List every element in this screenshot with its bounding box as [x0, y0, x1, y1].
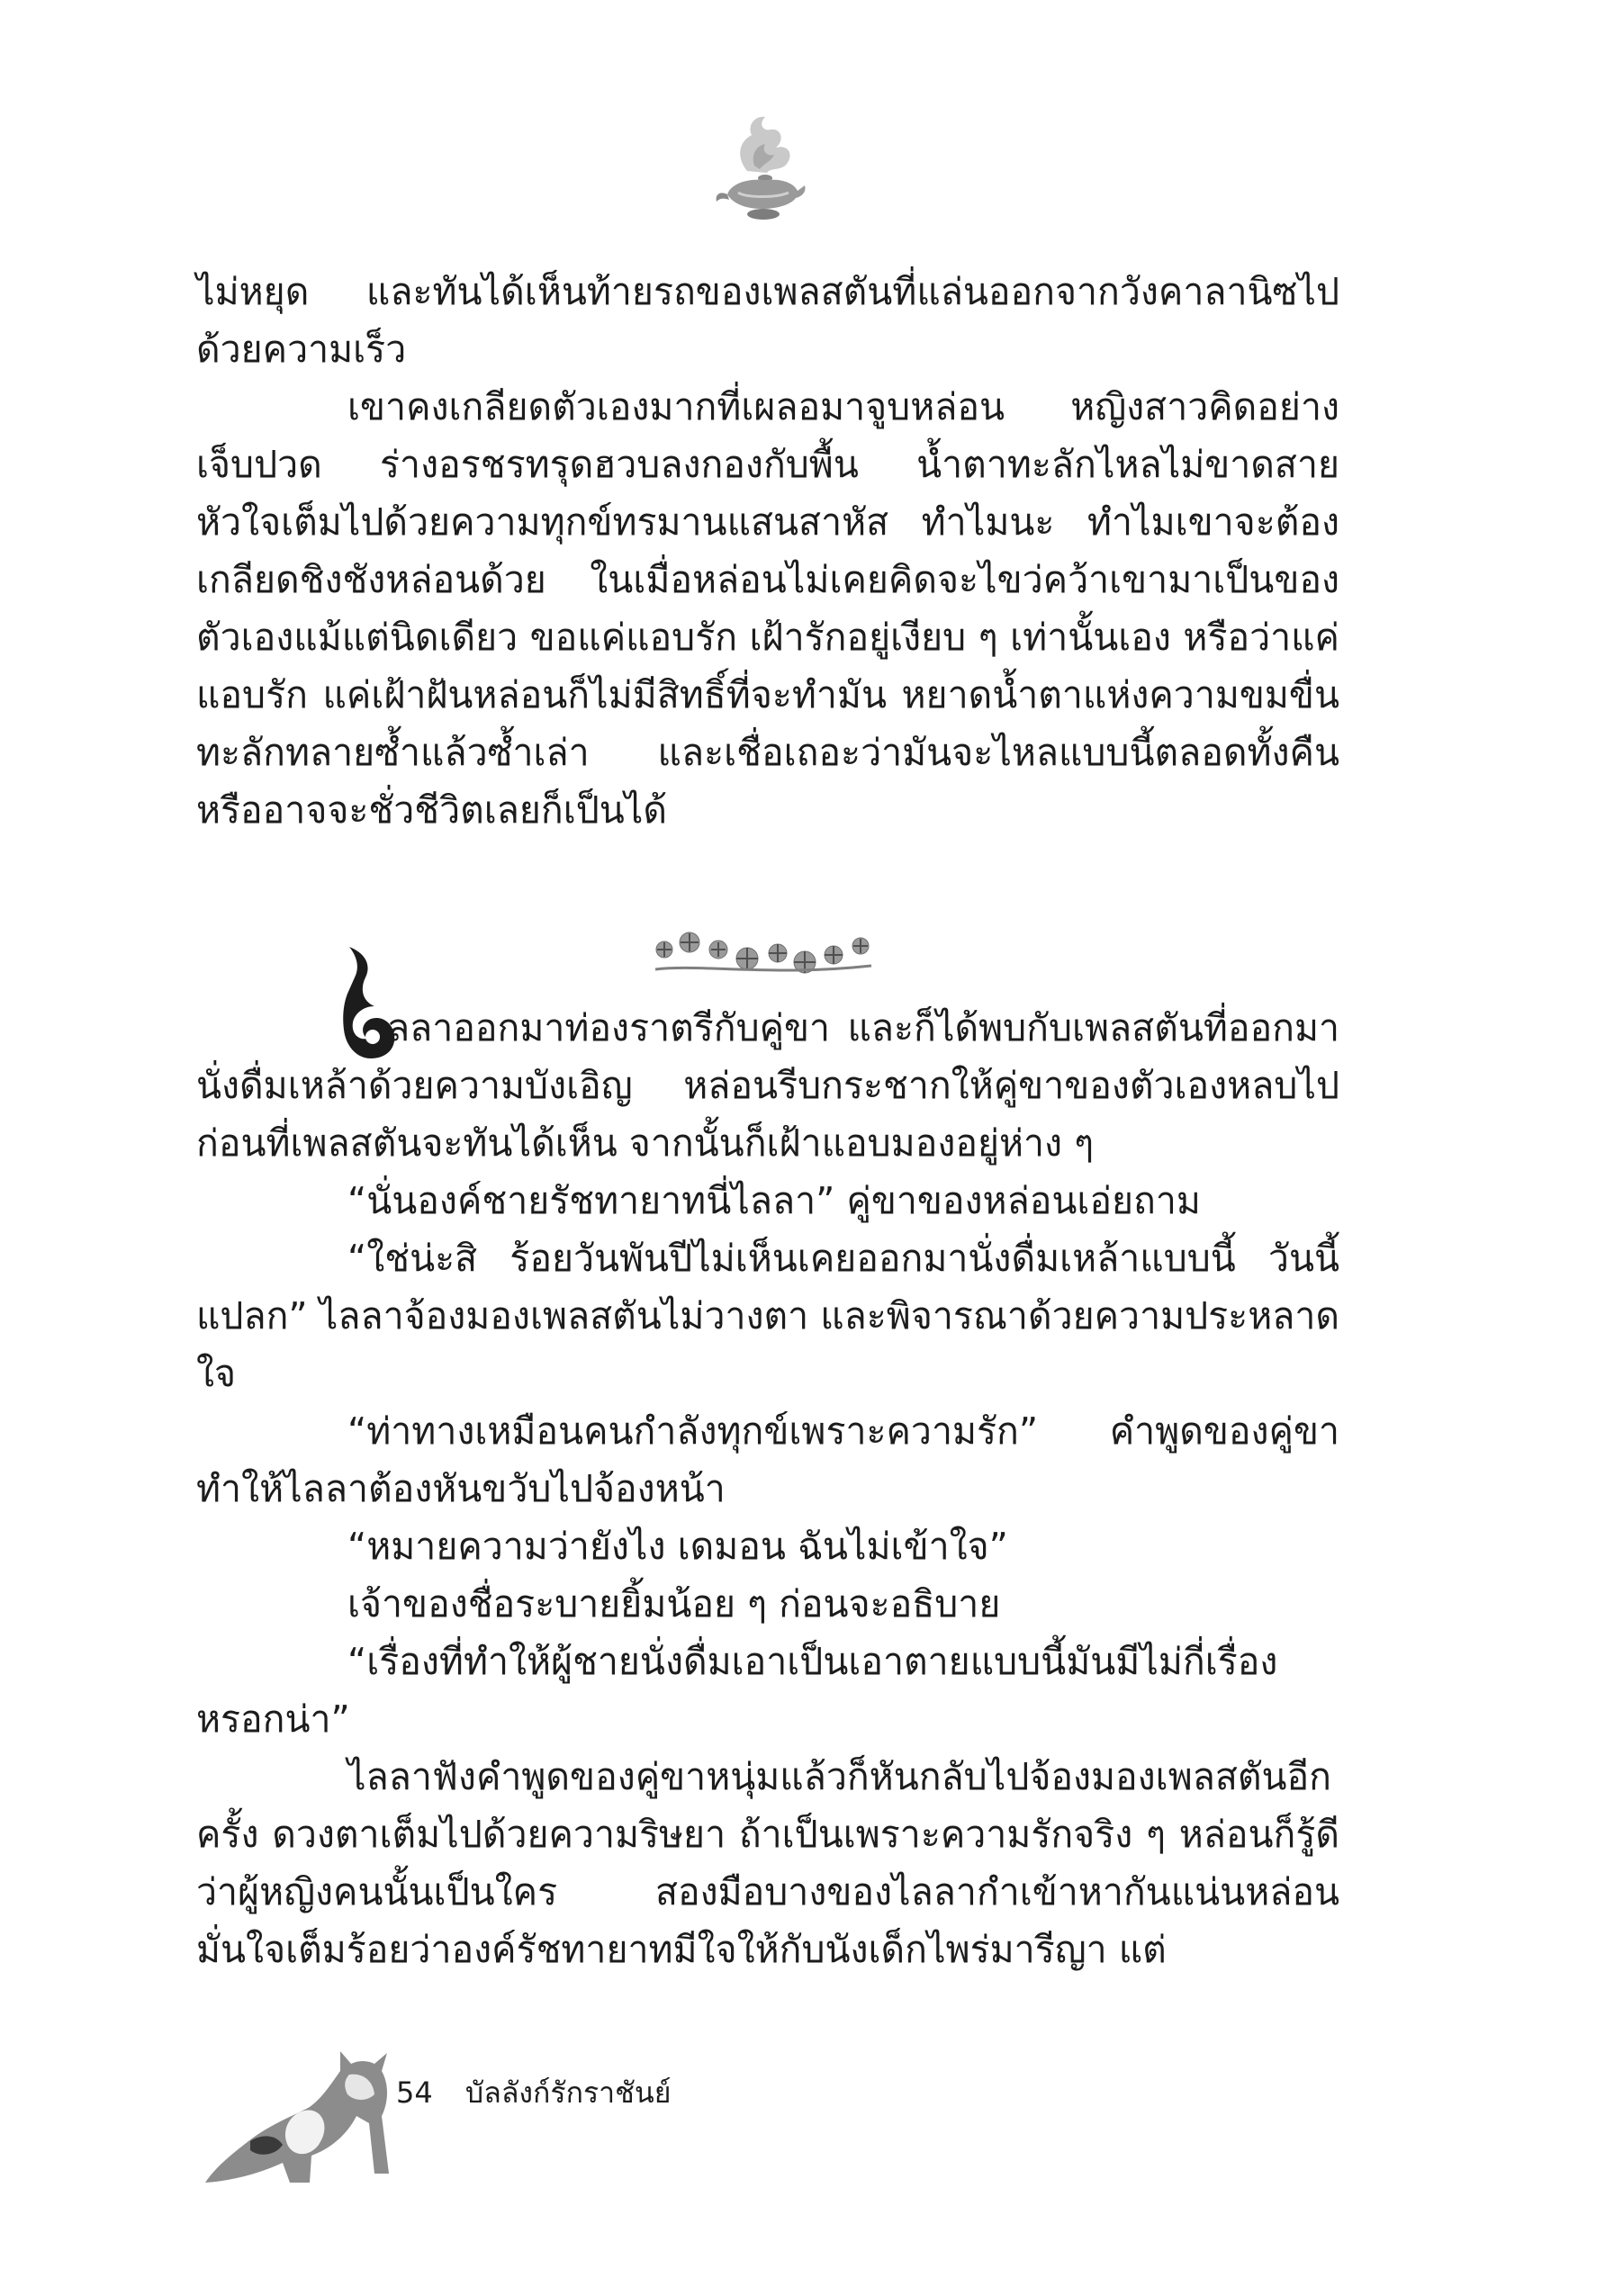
paragraph: “เรื่องที่ทำให้ผู้ชายนั่งดื่มเอาเป็นเอาตายแบบนี้มันมีไม่กี่เรื่องหรอกน่า” [196, 1640, 1278, 1741]
page-footer [396, 2075, 671, 2111]
page-number: 54 [396, 2075, 433, 2110]
flower-divider-icon [646, 923, 880, 986]
cat-icon [196, 2048, 396, 2192]
paragraph: “ใช่น่ะสิ ร้อยวันพันปีไม่เห็นเคยออกมานั่งดื่มเหล้าแบบนี้ วันนี้แปลก” ไลลาจ้องมองเพลสตันไม่วางตา และพิจารณาด้วยความประหลาดใจ [196, 1237, 1339, 1395]
paragraph: “นั่นองค์ชายรัชทายาทนี่ไลลา” คู่ขาของหล่อนเอ่ยถาม [347, 1179, 1201, 1222]
book-title: บัลลังก์รักราชันย์ [464, 2075, 672, 2110]
paragraph: ไม่หยุด และทันได้เห็นท้ายรถของเพลสตันที่แล่นออกจากวังคาลานิซไปด้วยความเร็ว [196, 270, 1339, 371]
paragraph: ลลาออกมาท่องราตรีกับคู่ขา และก็ได้พบกับเพลสตันที่ออกมานั่งดื่มเหล้าด้วยความบังเอิญ หล่อนรีบกระชากให้คู่ขาของตัวเองหลบไปก่อนที่เพลสตันจะทันได้เห็น จากนั้นก็เฝ้าแอบมองอยู่ห่าง ๆ [196, 1006, 1339, 1165]
paragraph: ไลลาฟังคำพูดของคู่ขาหนุ่มแล้วก็หันกลับไปจ้องมองเพลสตันอีกครั้ง ดวงตาเต็มไปด้วยความริษยา ถ้าเป็นเพราะความรักจริง ๆ หล่อนก็รู้ดีว่าผู้หญิงคนนั้นเป็นใคร สองมือบางของไลลากำเข้าหากันแน่นหล่อนมั่นใจเต็มร้อยว่าองค์รัชทายาทมีใจให้กับนังเด็กไพร่มารีญา แต่ [196, 1755, 1339, 1971]
section-2 [196, 999, 1339, 1978]
genie-lamp-icon [711, 108, 810, 230]
section-1 [196, 263, 1339, 839]
paragraph: “ท่าทางเหมือนคนกำลังทุกข์เพราะความรัก” คำพูดของคู่ขาทำให้ไลลาต้องหันขวับไปจ้องหน้า [196, 1409, 1339, 1510]
paragraph: เขาคงเกลียดตัวเองมากที่เผลอมาจูบหล่อน หญิงสาวคิดอย่างเจ็บปวด ร่างอรชรทรุดฮวบลงกองกับพื้น น้ำตาทะลักไหลไม่ขาดสาย หัวใจเต็มไปด้วยความทุกข์ทรมานแสนสาหัส ทำไมนะ ทำไมเขาจะต้องเกลียดชิงชังหล่อนด้วย ในเมื่อหล่อนไม่เคยคิดจะไขว่คว้าเขามาเป็นของตัวเองแม้แต่นิดเดียว ขอแค่แอบรัก เฝ้ารักอยู่เงียบ ๆ เท่านั้นเอง หรือว่าแค่แอบรัก แค่เฝ้าฝันหล่อนก็ไม่มีสิทธิ์ที่จะทำมัน หยาดน้ำตาแห่งความขมขื่นทะลักทลายซ้ำแล้วซ้ำเล่า และเชื่อเถอะว่ามันจะไหลแบบนี้ตลอดทั้งคืน หรืออาจจะชั่วชีวิตเลยก็เป็นได้ [196, 385, 1339, 832]
paragraph: “หมายความว่ายังไง เดมอน ฉันไม่เข้าใจ” [347, 1525, 1008, 1568]
paragraph: เจ้าของชื่อระบายยิ้มน้อย ๆ ก่อนจะอธิบาย [347, 1582, 1001, 1625]
